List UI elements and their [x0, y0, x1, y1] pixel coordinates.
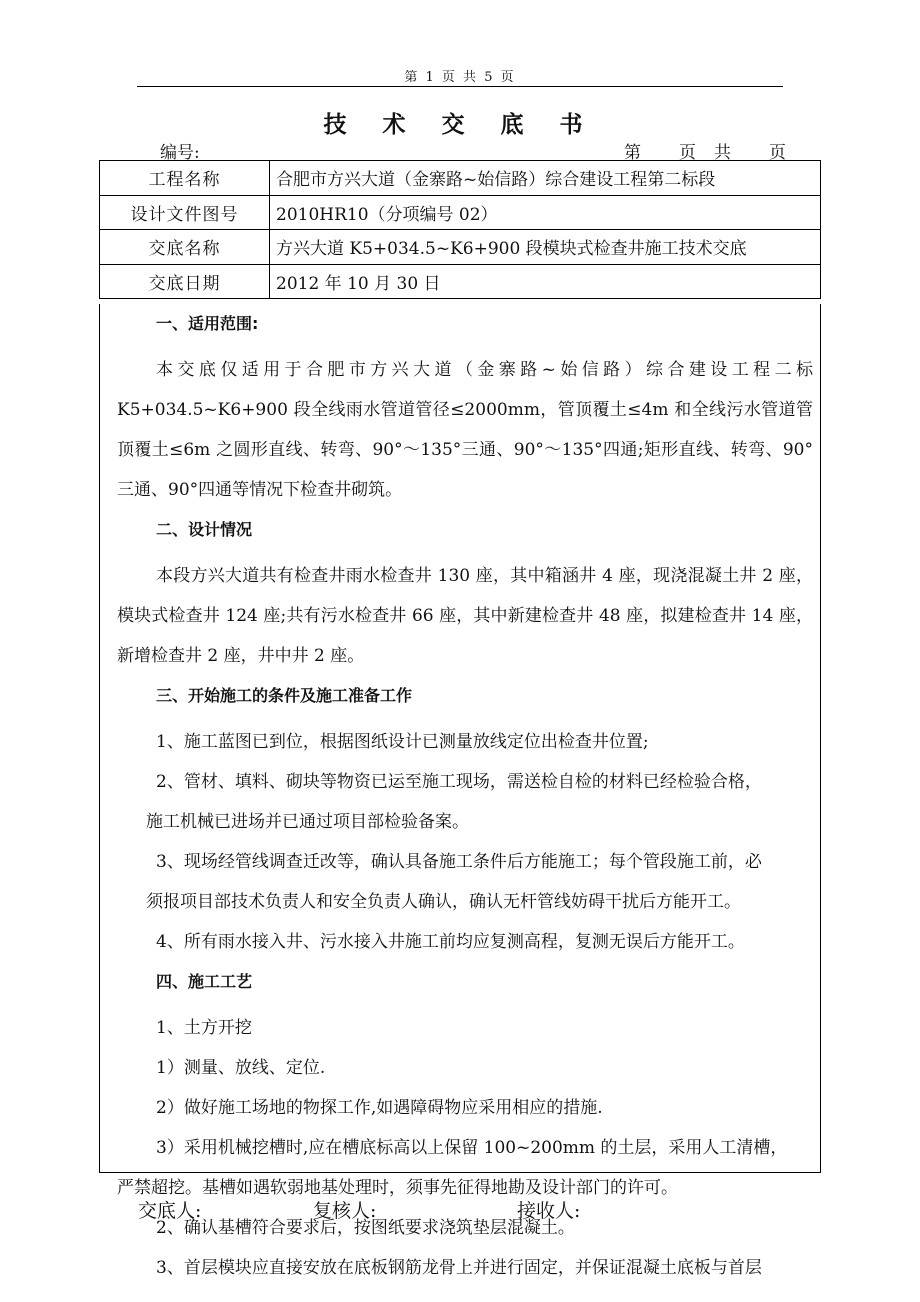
section-4-item-1-3a: 3）采用机械挖槽时,应在槽底标高以上保留 100~200mm 的土层，采用人工清槽， — [156, 1138, 788, 1158]
section-4-item-3: 3、首层模块应直接安放在底板钢筋龙骨上并进行固定，并保证混凝土底板与首层 — [156, 1258, 762, 1278]
table-row — [100, 161, 821, 196]
info-table — [99, 160, 821, 299]
table-row — [100, 195, 821, 230]
section-1-text: 本交底仅适用于合肥市方兴大道（金寨路~始信路）综合建设工程二标K5+034.5~K6+900 段全线雨水管道管径≤2000mm，管顶覆土≤4m 和全线污水管道管顶覆土≤6m 之圆形直线、转弯、90°～135°三通、90°～135°四通;矩形直线、转弯、90°三通、90°四通等情况下检查井砌筑。 — [117, 360, 813, 500]
reviewer-signature-label: 复核人: — [313, 1200, 377, 1222]
project-name-label: 工程名称 — [100, 161, 270, 196]
section-3-item-4: 4、所有雨水接入井、污水接入井施工前均应复测高程，复测无误后方能开工。 — [156, 932, 745, 952]
handover-signature-label: 交底人: — [138, 1200, 202, 1222]
serial-label: 编号: — [160, 143, 200, 163]
drawing-no-label: 设计文件图号 — [100, 195, 270, 230]
handover-date-label: 交底日期 — [100, 264, 270, 299]
page-of-word-4: 页 — [769, 143, 786, 163]
table-row — [100, 264, 821, 299]
page-of-word-1: 第 — [624, 143, 641, 163]
section-3-item-3b: 须报项目部技术负责人和安全负责人确认，确认无杆管线妨碍干扰后方能开工。 — [146, 892, 741, 912]
header-rule — [137, 86, 783, 87]
page-of-word-2: 页 — [679, 143, 696, 163]
section-3-item-1: 1、施工蓝图已到位，根据图纸设计已测量放线定位出检查井位置; — [156, 732, 649, 752]
section-4-item-1-3b: 严禁超挖。基槽如遇软弱地基处理时，须事先征得地勘及设计部门的许可。 — [117, 1178, 678, 1198]
document-title: 技 术 交 底 书 — [323, 112, 597, 138]
section-4-item-1-1: 1）测量、放线、定位. — [156, 1058, 326, 1078]
section-2-heading: 二、设计情况 — [156, 520, 253, 539]
section-3-item-3a: 3、现场经管线调查迁改等，确认具备施工条件后方能施工；每个管段施工前，必 — [156, 852, 762, 872]
handover-name-value: 方兴大道 K5+034.5~K6+900 段模块式检查井施工技术交底 — [270, 230, 821, 265]
table-row — [100, 230, 821, 265]
section-4-heading: 四、施工工艺 — [156, 972, 253, 991]
section-1-heading: 一、适用范围: — [156, 314, 259, 333]
handover-date-value: 2012 年 10 月 30 日 — [270, 264, 821, 299]
section-3-item-2b: 施工机械已进场并已通过项目部检验备案。 — [146, 812, 469, 832]
section-3-heading: 三、开始施工的条件及施工准备工作 — [156, 686, 413, 705]
section-2-text: 本段方兴大道共有检查井雨水检查井 130 座，其中箱涵井 4 座，现浇混凝土井 2 座，模块式检查井 124 座;共有污水检查井 66 座，其中新建检查井 48 座，拟建检查井 14 座，新增检查井 2 座，井中井 2 座。 — [117, 566, 813, 666]
page-indicator: 第 1 页 共 5 页 — [404, 70, 516, 85]
content-body — [117, 310, 813, 1288]
page-of-word-3: 共 — [714, 143, 731, 163]
section-3-item-2a: 2、管材、填料、砌块等物资已运至施工现场，需送检自检的材料已经检验合格， — [156, 772, 762, 792]
handover-name-label: 交底名称 — [100, 230, 270, 265]
section-4-item-2: 2、确认基槽符合要求后，按图纸要求浇筑垫层混凝土。 — [156, 1218, 575, 1238]
drawing-no-value: 2010HR10（分项编号 02） — [270, 195, 821, 230]
section-4-item-1-2: 2）做好施工场地的物探工作,如遇障碍物应采用相应的措施. — [156, 1098, 603, 1118]
section-4-item-1: 1、土方开挖 — [156, 1018, 252, 1038]
project-name-value: 合肥市方兴大道（金寨路~始信路）综合建设工程第二标段 — [270, 161, 821, 196]
receiver-signature-label: 接收人: — [517, 1200, 581, 1222]
